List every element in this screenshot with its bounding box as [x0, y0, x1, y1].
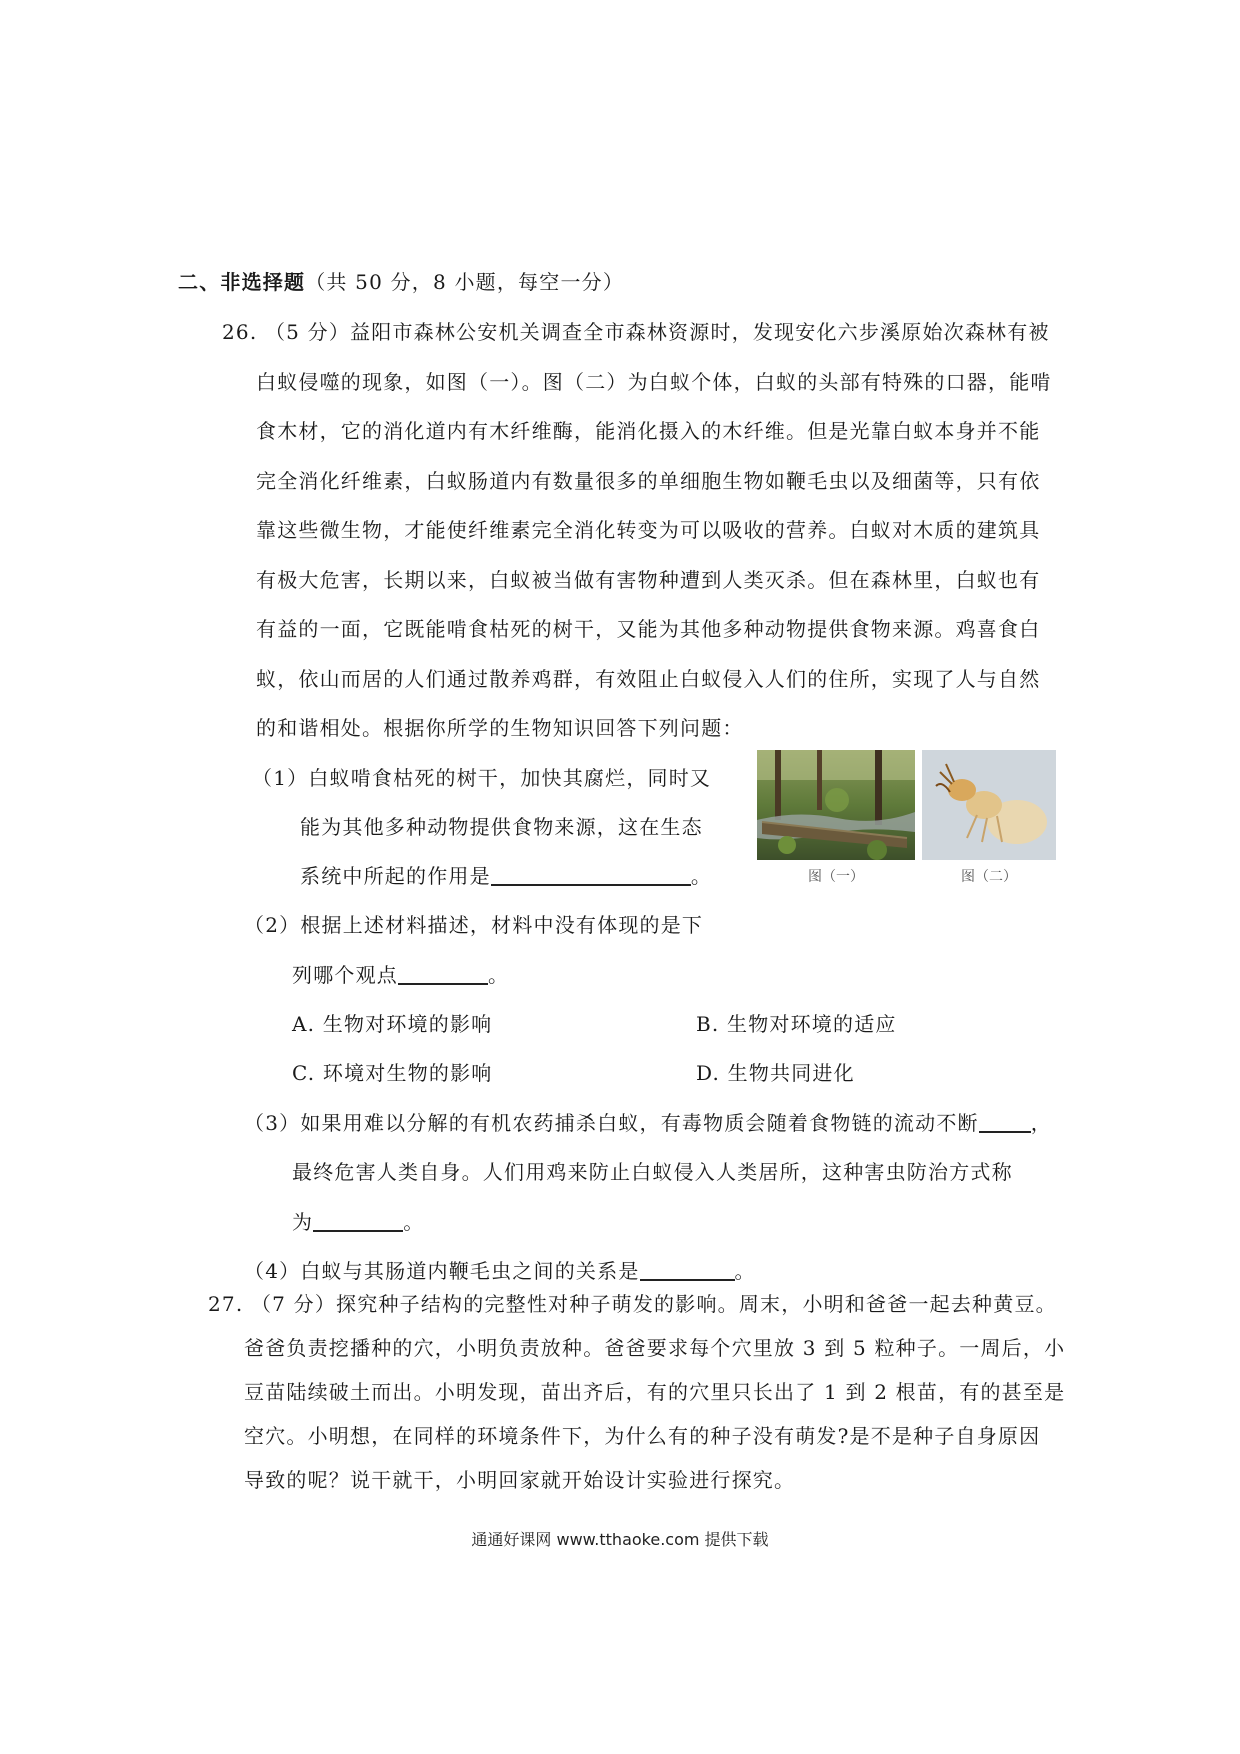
- termite-image: [922, 750, 1056, 860]
- q26-sub3-line-1: [244, 1109, 1052, 1137]
- q26-line-8: 蚁，依山而居的人们通过散养鸡群，有效阻止白蚁侵入人们的住所，实现了人与自然: [256, 667, 1041, 691]
- figure-2-caption: 图（二）: [961, 869, 1017, 885]
- q26-sub3-end-3: 。: [403, 1210, 425, 1234]
- section-note: （共 50 分，8 小题，每空一分）: [305, 270, 625, 294]
- q26-line-6: 有极大危害，长期以来，白蚁被当做有害物种遭到人类灭杀。但在森林里，白蚁也有: [256, 568, 1041, 592]
- answer-blank-5[interactable]: [640, 1259, 735, 1281]
- figure-1-caption: 图（一）: [808, 869, 864, 885]
- q27-line-3: 豆苗陆续破土而出。小明发现，苗出齐后，有的穴里只长出了 1 到 2 根苗，有的甚至是: [244, 1380, 1066, 1404]
- figure-1: [757, 750, 915, 886]
- answer-blank-4[interactable]: [313, 1210, 403, 1232]
- q26-sub1-text: 系统中所起的作用是: [300, 864, 491, 888]
- q26-line-9: 的和谐相处。根据你所学的生物知识回答下列问题：: [256, 716, 744, 740]
- q26-line-7: 有益的一面，它既能啃食枯死的树干，又能为其他多种动物提供食物来源。鸡喜食白: [256, 617, 1041, 641]
- q27-line-1: 27. （7 分）探究种子结构的完整性对种子萌发的影响。周末，小明和爸爸一起去种黄豆。: [208, 1292, 1057, 1316]
- q26-sub2-line-1: （2）根据上述材料描述，材料中没有体现的是下: [244, 913, 704, 937]
- answer-blank-1[interactable]: [491, 864, 691, 886]
- option-b: B. 生物对环境的适应: [696, 1012, 897, 1036]
- figure-2: [922, 750, 1056, 886]
- q26-sub3-line-2: 最终危害人类自身。人们用鸡来防止白蚁侵入人类居所，这种害虫防治方式称: [292, 1160, 1013, 1184]
- forest-log-image: [757, 750, 915, 860]
- option-c: C. 环境对生物的影响: [292, 1061, 493, 1085]
- q27-line-4: 空穴。小明想，在同样的环境条件下，为什么有的种子没有萌发?是不是种子自身原因: [244, 1424, 1041, 1448]
- q26-sub3-line-3: [292, 1208, 424, 1236]
- option-a: A. 生物对环境的影响: [292, 1012, 493, 1036]
- q26-line-4: 完全消化纤维素，白蚁肠道内有数量很多的单细胞生物如鞭毛虫以及细菌等，只有依: [256, 469, 1041, 493]
- q26-line-3: 食木材，它的消化道内有木纤维酶，能消化摄入的木纤维。但是光靠白蚁本身并不能: [256, 419, 1041, 443]
- q26-sub1-line-2: 能为其他多种动物提供食物来源，这在生态: [300, 815, 703, 839]
- q26-sub2-end: 。: [488, 963, 510, 987]
- q26-sub2-line-2: [292, 961, 509, 989]
- q26-sub1-end: 。: [690, 864, 713, 888]
- q26-sub4-text: （4）白蚁与其肠道内鞭毛虫之间的关系是: [244, 1259, 640, 1283]
- section-header: [178, 268, 624, 296]
- q27-line-2: 爸爸负责挖播种的穴，小明负责放种。爸爸要求每个穴里放 3 到 5 粒种子。一周后，小: [244, 1336, 1066, 1360]
- q26-line-1: 26. （5 分）益阳市森林公安机关调查全市森林资源时，发现安化六步溪原始次森林有被: [222, 320, 1050, 344]
- page-footer: 通通好课网 www.tthaoke.com 提供下载: [471, 1530, 769, 1549]
- q26-line-5: 靠这些微生物，才能使纤维素完全消化转变为可以吸收的营养。白蚁对木质的建筑具: [256, 518, 1041, 542]
- answer-blank-3[interactable]: [979, 1111, 1031, 1133]
- q26-sub3-end-1: ，: [1030, 1111, 1052, 1135]
- q26-sub3-text-1: （3）如果用难以分解的有机农药捕杀白蚁，有毒物质会随着食物链的流动不断: [244, 1111, 979, 1135]
- q26-line-2: 白蚁侵噬的现象，如图（一）。图（二）为白蚁个体，白蚁的头部有特殊的口器，能啃: [256, 370, 1052, 394]
- q26-sub4-end: 。: [734, 1259, 756, 1283]
- q26-sub1-line-3: [300, 862, 712, 890]
- section-title: 二、非选择题: [178, 270, 306, 294]
- q26-sub2-text: 列哪个观点: [292, 963, 398, 987]
- q27-line-5: 导致的呢？说干就干，小明回家就开始设计实验进行探究。: [244, 1468, 796, 1492]
- q26-sub1-line-1: （1）白蚁啃食枯死的树干，加快其腐烂，同时又: [252, 766, 712, 790]
- option-d: D. 生物共同进化: [696, 1061, 855, 1085]
- q26-sub4-line-1: [244, 1257, 756, 1285]
- answer-blank-2[interactable]: [398, 963, 488, 985]
- q26-sub3-text-3: 为: [292, 1210, 314, 1234]
